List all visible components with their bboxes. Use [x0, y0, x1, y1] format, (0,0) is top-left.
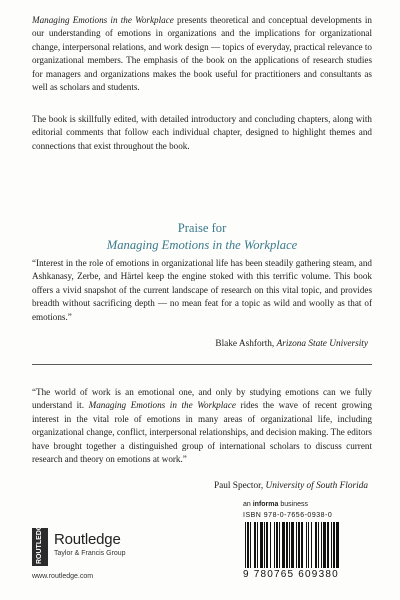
praise-heading	[32, 220, 372, 254]
quote-1-attribution	[215, 339, 368, 349]
praise-label: Praise for	[177, 221, 227, 235]
informa-suffix: business	[278, 501, 308, 508]
routledge-logo-mark	[32, 520, 48, 566]
quote-2-text-start: “The world of work is an emotional one, and only by studying emotions can we fully understand it.	[32, 387, 372, 411]
divider	[32, 364, 372, 365]
intro-book-title: Managing Emotions in the Workplace	[32, 15, 174, 25]
intro-paragraph-1-text: presents theoretical and conceptual developments in our understanding of emotions in organizations and the implications for organizational change, interpersonal relations, and work design — topics of everyday, practical relevance to organizational members. The emphasis of the book on the applications of research studies for managers and organizations makes the book useful for practitioners and consultants as well as scholars and students.	[32, 15, 372, 93]
quote-2-text-end: rides the wave of recent growing interest in the vital role of emotions in many areas of organizational life, including organizational change, conflict, interpersonal relationships, and decision making. The editors have brought together a distinguished group of international scholars to discuss current research and theory on emotions at work.”	[32, 400, 372, 465]
quote-2-author: Paul Spector,	[213, 481, 266, 491]
quote-1-author: Blake Ashforth,	[215, 339, 277, 349]
publisher-website: www.routledge.com	[32, 573, 94, 580]
intro-paragraph-2: The book is skillfully edited, with detailed introductory and concluding chapters, along with editorial comments that follow each individual chapter, designed to highlight themes and connections that exist throughout the book.	[32, 114, 372, 151]
informa-brand: informa	[252, 501, 279, 508]
quote-2	[32, 386, 372, 466]
publisher-name: Routledge	[54, 531, 121, 548]
praise-book-title: Managing Emotions in the Workplace	[106, 238, 298, 252]
barcode-number: 9 780765 609380	[243, 569, 339, 580]
quote-2-book-title: Managing Emotions in the Workplace	[88, 400, 236, 411]
publisher-group: Taylor & Francis Group	[54, 550, 126, 557]
quote-2-affiliation: University of South Florida	[265, 481, 368, 491]
quote-1-affiliation: Arizona State University	[276, 339, 368, 349]
routledge-logo	[32, 520, 152, 568]
quote-1: “Interest in the role of emotions in organizational life has been steadily gathering steam, and Ashkanasy, Zerbe, and Härtel keep the engine stoked with this terrific volume. This book offers a vivid snapshot of the current landscape of research on this vital topic, and provides breadth without sacrificing depth — no mean feat for a topic as wild and woolly as that of emotions.”	[32, 258, 372, 322]
barcode	[243, 522, 373, 568]
informa-prefix: an	[243, 501, 253, 508]
isbn-label: ISBN 978-0-7656-0938-0	[243, 512, 333, 519]
quote-2-attribution	[214, 481, 368, 491]
intro-paragraph-1	[32, 14, 372, 94]
logo-mark-text: ROUTLEDGE	[36, 520, 43, 564]
informa-business-label	[243, 501, 308, 508]
